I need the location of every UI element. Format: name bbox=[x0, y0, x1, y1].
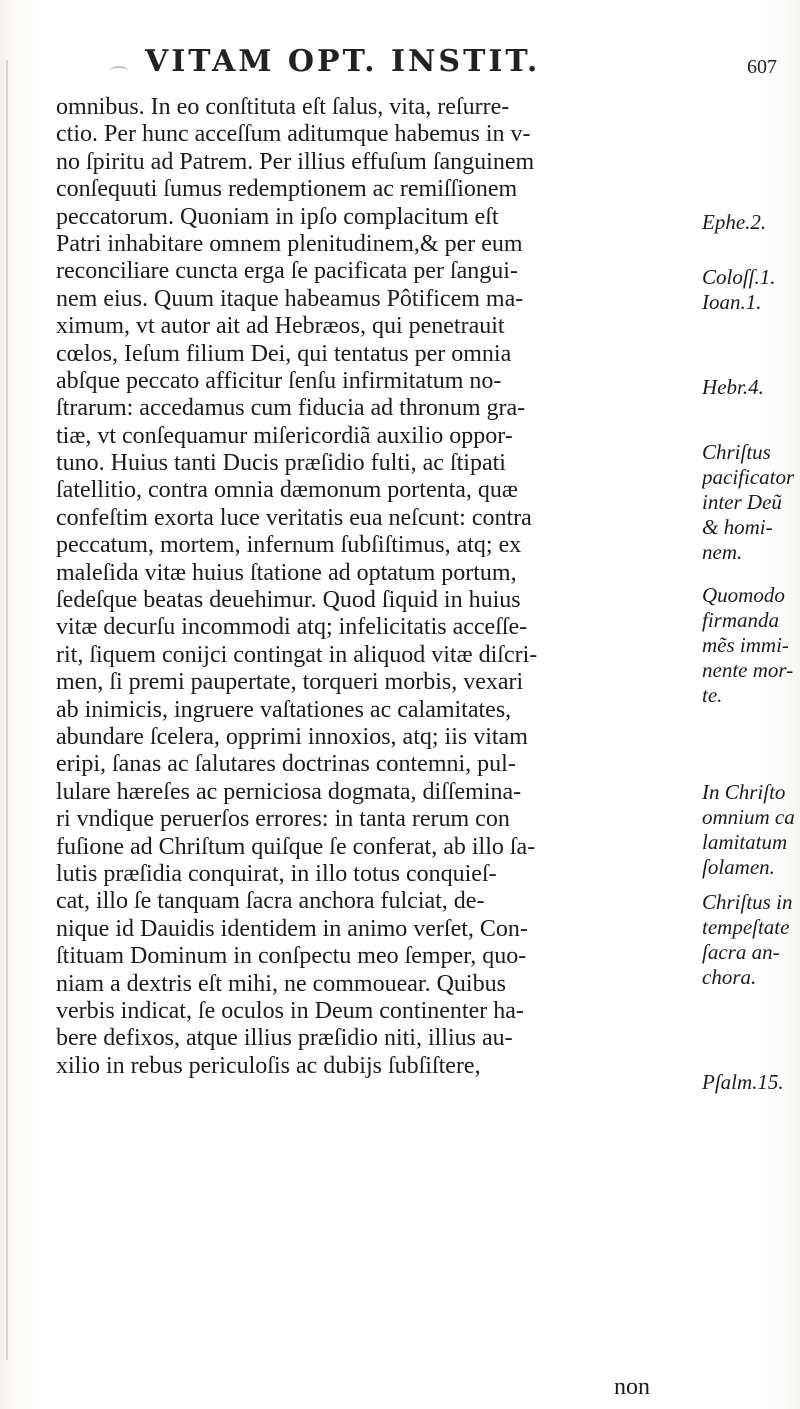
text-line: fuſione ad Chriſtum quiſque ſe conferat, ab illo ſa- bbox=[56, 833, 536, 860]
text-line: nique id Dauidis identidem in animo verſet, Con- bbox=[56, 915, 528, 942]
text-line: ximum, vt autor ait ad Hebræos, qui penetrauit bbox=[56, 313, 505, 340]
text-line: Patri inhabitare omnem plenitudinem,& per eum bbox=[56, 230, 523, 257]
text-line: conſequuti ſumus redemptionem ac remiſſionem bbox=[56, 176, 518, 203]
margin-note-ephe bbox=[702, 210, 800, 235]
margin-note-line: Chriſtus in bbox=[702, 890, 793, 914]
text-line: lutis præſidia conquirat, in illo totus conquieſ- bbox=[56, 860, 497, 887]
text-line: ſedeſque beatas deuehimur. Quod ſiquid in huius bbox=[56, 587, 521, 614]
text-line: verbis indicat, ſe oculos in Deum continenter ha- bbox=[56, 997, 524, 1024]
margin-note-line: ſacra an- bbox=[702, 940, 780, 964]
margin-note-line: chora. bbox=[702, 965, 757, 989]
text-line: vitæ decurſu incommodi atq; infelicitatis acceſſe- bbox=[56, 614, 528, 641]
margin-note-line: omnium ca bbox=[702, 805, 795, 829]
text-line: lulare hæreſes ac perniciosa dogmata, diſſemina- bbox=[56, 778, 522, 805]
page-number: 607 bbox=[747, 56, 777, 78]
text-line: no ſpiritu ad Patrem. Per illius effuſum ſanguinem bbox=[56, 148, 535, 175]
text-line: ſatellitio, contra omnia dæmonum portenta, quæ bbox=[56, 477, 518, 504]
margin-note-line: te. bbox=[702, 683, 723, 707]
margin-note-line: Hebr.4. bbox=[702, 375, 764, 399]
text-line: niam a dextris eſt mihi, ne commouear. Quibus bbox=[56, 970, 506, 997]
text-line: men, ſi premi paupertate, torqueri morbis, vexari bbox=[56, 669, 524, 696]
text-line: rit, ſiquem conijci contingat in aliquod vitæ diſcri- bbox=[56, 641, 538, 668]
catchword: non bbox=[614, 1374, 650, 1400]
text-line: abundare ſcelera, opprimi innoxios, atq; iis vitam bbox=[56, 723, 528, 750]
margin-note-line: nente mor- bbox=[702, 658, 794, 682]
margin-note-line: Quomodo bbox=[702, 583, 785, 607]
margin-note-line: Ephe.2. bbox=[702, 210, 767, 234]
margin-note-line: Pſalm.15. bbox=[702, 1070, 784, 1094]
margin-note-line: pacificator bbox=[702, 465, 795, 489]
margin-note-quomodo bbox=[702, 583, 800, 708]
text-line: ſtrarum: accedamus cum fiducia ad thronum gra- bbox=[56, 395, 526, 422]
text-line: eripi, ſanas ac ſalutares doctrinas contemni, pul- bbox=[56, 751, 516, 778]
text-line: ri vndique peruerſos errores: in tanta rerum con bbox=[56, 806, 510, 833]
margin-note-line: firmanda bbox=[702, 608, 780, 632]
text-line: reconciliare cuncta erga ſe pacificata per ſangui- bbox=[56, 258, 518, 285]
margin-note-line: lamitatum bbox=[702, 830, 788, 854]
margin-note-line: ſolamen. bbox=[702, 855, 775, 879]
margin-note-line: nem. bbox=[702, 540, 743, 564]
margin-note-line: Ioan.1. bbox=[702, 290, 762, 314]
text-line: xilio in rebus periculoſis ac dubijs ſubſiſtere, bbox=[56, 1052, 481, 1079]
text-line: confeſtim exorta luce veritatis eua neſcunt: contra bbox=[56, 504, 532, 531]
margin-note-line: tempeſtate bbox=[702, 915, 790, 939]
margin-note-line: Coloſſ.1. bbox=[702, 265, 776, 289]
margin-note-line: & homi- bbox=[702, 515, 773, 539]
gutter-edge bbox=[6, 60, 8, 1360]
text-line: ſtituam Dominum in conſpectu meo ſemper, quo- bbox=[56, 943, 527, 970]
text-line: abſque peccato afficitur ſenſu infirmitatum no- bbox=[56, 367, 502, 394]
margin-note-christus-pacificator bbox=[702, 440, 800, 565]
text-line: tuno. Huius tanti Ducis præſidio fulti, ac ſtipati bbox=[56, 450, 506, 477]
text-line: maleſida vitæ huius ſtatione ad optatum portum, bbox=[56, 559, 517, 586]
body-text bbox=[56, 94, 696, 1080]
text-line: omnibus. In eo conſtituta eſt ſalus, vita, reſurre- bbox=[56, 94, 510, 120]
margin-note-line: Chriſtus bbox=[702, 440, 771, 464]
text-line: bere defixos, atque illius præſidio niti, illius au- bbox=[56, 1025, 513, 1052]
margin-note-coloss bbox=[702, 265, 800, 315]
text-line: cat, illo ſe tanquam ſacra anchora fulciat, de- bbox=[56, 888, 485, 915]
text-line: peccatorum. Quoniam in ipſo complacitum eſt bbox=[56, 203, 499, 230]
text-line: ctio. Per hunc acceſſum aditumque habemus in v- bbox=[56, 121, 531, 148]
margin-note-psalm bbox=[702, 1070, 800, 1095]
text-line: nem eius. Quum itaque habeamus Pôtificem ma- bbox=[56, 285, 524, 312]
text-line: tiæ, vt conſequamur miſericordiã auxilio oppor- bbox=[56, 422, 513, 449]
margin-note-hebr bbox=[702, 375, 800, 400]
running-head: VITAM OPT. INSTIT. bbox=[145, 44, 541, 79]
margin-note-in-christo bbox=[702, 780, 800, 880]
text-line: ab inimicis, ingruere vaſtationes ac calamitates, bbox=[56, 696, 512, 723]
text-line: cœlos, Ieſum filium Dei, qui tentatus per omnia bbox=[56, 340, 512, 367]
margin-note-line: inter Deũ bbox=[702, 490, 782, 514]
margin-note-line: In Chriſto bbox=[702, 780, 786, 804]
margin-note-line: mẽs immi- bbox=[702, 633, 789, 657]
head-ornament: ⌒ bbox=[110, 66, 128, 87]
text-line: peccatum, mortem, infernum ſubſiſtimus, atq; ex bbox=[56, 532, 522, 559]
margin-note-christus-tempestate bbox=[702, 890, 800, 990]
